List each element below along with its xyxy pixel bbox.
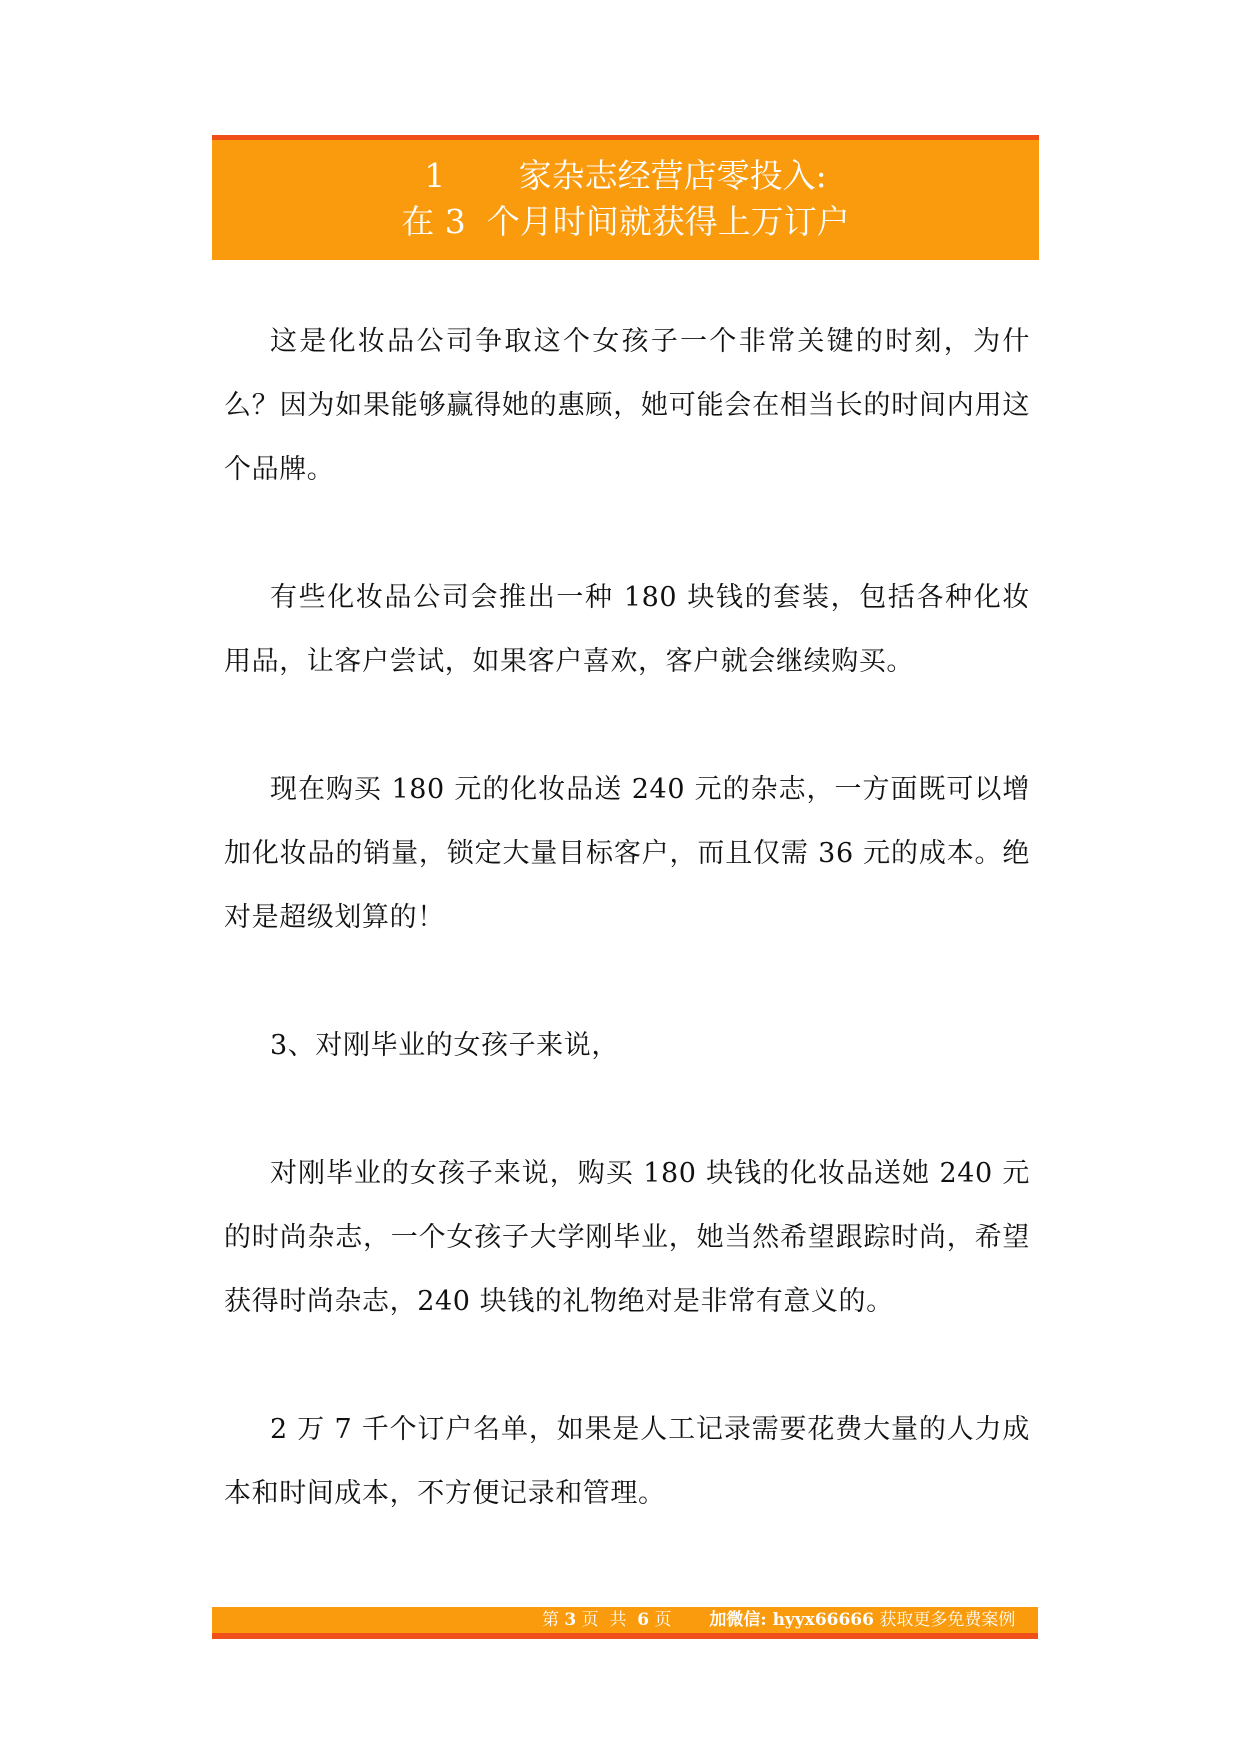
contact-suffix: 获取更多免费案例	[873, 1610, 1016, 1630]
page-suffix: 页	[649, 1610, 672, 1630]
page-title-line-2: 在 3 个月时间就获得上万订户	[401, 202, 850, 241]
page-prefix: 第	[542, 1610, 565, 1630]
footer-bar	[212, 1607, 1038, 1633]
paragraph: 3、对刚毕业的女孩子来说，	[270, 1030, 619, 1061]
page-total: 6	[637, 1610, 650, 1630]
paragraph: 2 万 7 千个订户名单，如果是人工记录需要花费大量的人力成本和时间成本，不方便记录和管理。	[224, 1414, 1030, 1509]
footer-text	[542, 1607, 1015, 1633]
contact-label: 加微信:	[709, 1610, 773, 1630]
page-current: 3	[564, 1610, 577, 1630]
contact-id: hyyx66666	[772, 1610, 874, 1630]
paragraph: 现在购买 180 元的化妆品送 240 元的杂志，一方面既可以增加化妆品的销量，锁定大量目标客户，而且仅需 36 元的成本。绝对是超级划算的！	[224, 774, 1030, 933]
page-mid: 页 共	[576, 1610, 638, 1630]
document-body	[224, 310, 1030, 1590]
paragraph: 有些化妆品公司会推出一种 180 块钱的套装，包括各种化妆用品，让客户尝试，如果客户喜欢，客户就会继续购买。	[224, 582, 1030, 677]
paragraph: 这是化妆品公司争取这个女孩子一个非常关键的时刻，为什么？因为如果能够赢得她的惠顾，她可能会在相当长的时间内用这个品牌。	[224, 326, 1030, 485]
footer-underline	[212, 1633, 1038, 1639]
title-banner	[212, 135, 1039, 260]
page-title-line-1: 1 家杂志经营店零投入:	[424, 156, 827, 195]
paragraph: 对刚毕业的女孩子来说，购买 180 块钱的化妆品送她 240 元的时尚杂志，一个女孩子大学刚毕业，她当然希望跟踪时尚，希望获得时尚杂志，240 块钱的礼物绝对是非常有意义的。	[224, 1158, 1030, 1317]
